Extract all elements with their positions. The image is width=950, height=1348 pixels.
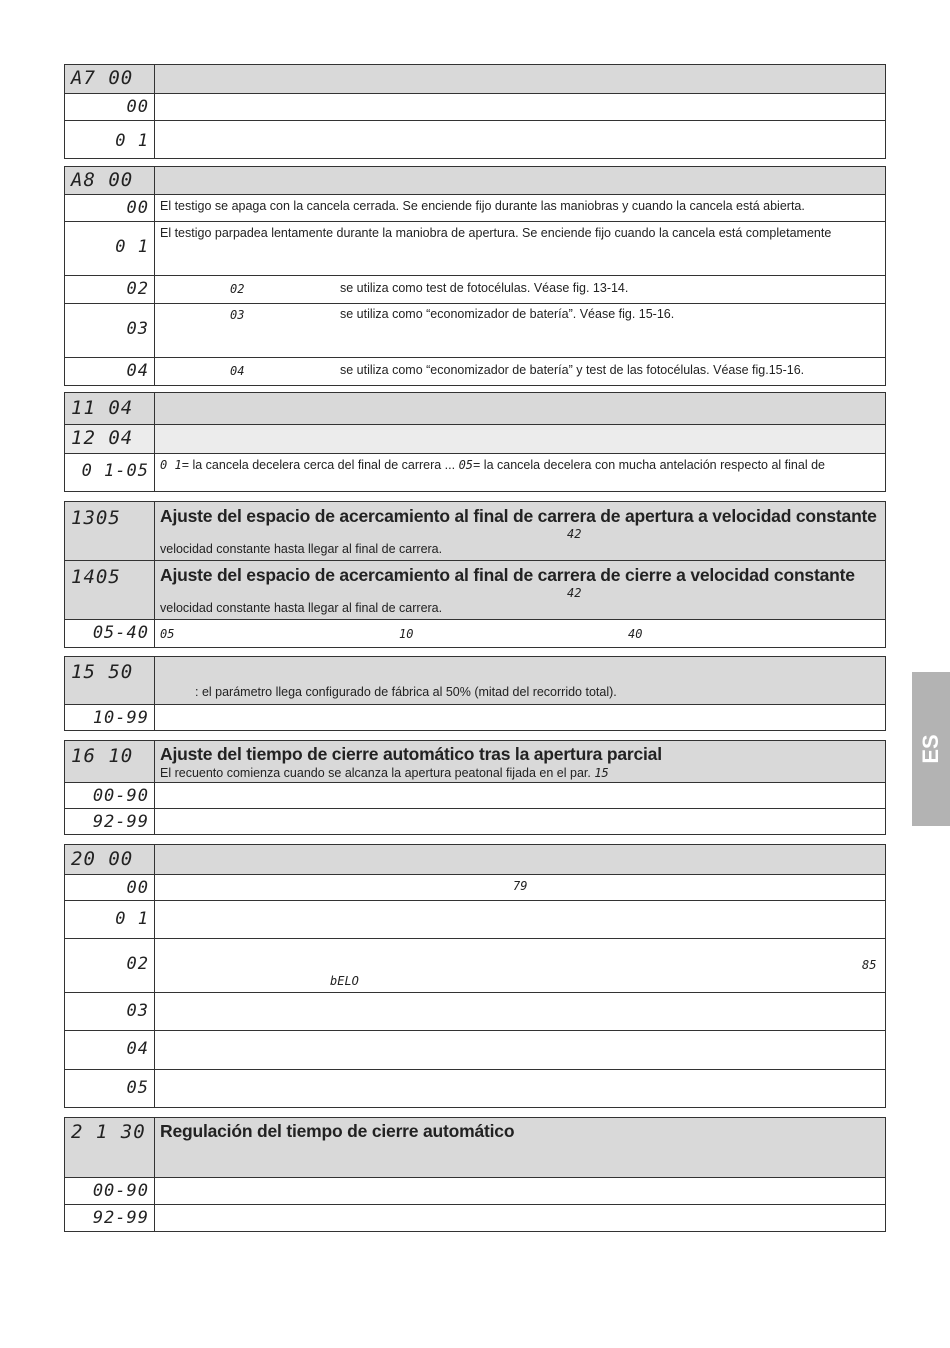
param-title: [155, 425, 886, 454]
inline-code: 0 1: [160, 458, 182, 472]
value-code: 00-90: [65, 1178, 155, 1205]
value-desc: [155, 358, 886, 386]
value-text: = la cancela decelera cerca del final de carrera ...: [181, 458, 459, 472]
param-table-a8: [64, 166, 886, 386]
value-code: 00: [65, 94, 155, 121]
param-code: 11 04: [65, 393, 155, 425]
param-title: [155, 741, 886, 783]
inline-code: 05: [160, 627, 175, 641]
language-tab-label: ES: [918, 734, 943, 764]
value-desc: [155, 939, 886, 993]
value-code: 00: [65, 875, 155, 901]
value-desc: El testigo se apaga con la cancela cerrada. Se enciende fijo durante las maniobras y cuando la cancela está abierta.: [155, 195, 886, 222]
value-code: 0 1: [65, 222, 155, 276]
value-desc: [155, 304, 886, 358]
value-text: se utiliza como “economizador de batería” y test de las fotocélulas. Véase fig.15-16.: [340, 363, 805, 377]
param-subtitle: velocidad constante hasta llegar al final de carrera.: [160, 542, 443, 556]
param-table-13-14: [64, 501, 886, 648]
value-code: 04: [65, 1031, 155, 1070]
param-table-20: [64, 844, 886, 1108]
value-code: 0 1: [65, 121, 155, 159]
inline-code: 79: [513, 879, 528, 893]
param-code: 1305: [65, 502, 155, 561]
value-code: 92-99: [65, 1205, 155, 1232]
param-table-11-12: [64, 392, 886, 492]
param-code: 20 00: [65, 845, 155, 875]
param-table-15: [64, 656, 886, 731]
value-code: 05: [65, 1070, 155, 1108]
value-text: se utiliza como “economizador de batería”. Véase fig. 15-16.: [340, 307, 675, 321]
param-title: [155, 657, 886, 705]
value-code: 03: [65, 304, 155, 358]
value-desc: [155, 875, 886, 901]
param-title: [155, 561, 886, 620]
value-text: = la cancela decelera con mucha antelación respecto al final de: [473, 458, 825, 472]
inline-code: 10: [399, 627, 414, 641]
value-code: 02: [65, 939, 155, 993]
value-desc: [155, 901, 886, 939]
param-title-text: Ajuste del tiempo de cierre automático tras la apertura parcial: [160, 744, 662, 764]
param-code: 1405: [65, 561, 155, 620]
language-tab: [912, 672, 950, 826]
param-table-21: [64, 1117, 886, 1232]
value-code: 00-90: [65, 783, 155, 809]
value-desc: El testigo parpadea lentamente durante la maniobra de apertura. Se enciende fijo cuando la cancela está completamente: [155, 222, 886, 276]
param-note: : el parámetro llega configurado de fábrica al 50% (mitad del recorrido total).: [195, 685, 617, 699]
inline-code: 03: [230, 308, 245, 322]
param-title: Regulación del tiempo de cierre automático: [155, 1118, 886, 1178]
value-desc: [155, 276, 886, 304]
inline-code: 15: [594, 766, 609, 780]
param-code: A8 00: [65, 167, 155, 195]
value-code: 03: [65, 993, 155, 1031]
value-text: se utiliza como test de fotocélulas. Véase fig. 13-14.: [340, 281, 629, 295]
value-desc: [155, 809, 886, 835]
inline-code: 40: [628, 627, 643, 641]
param-code: 12 04: [65, 425, 155, 454]
param-code: 15 50: [65, 657, 155, 705]
value-desc: [155, 1205, 886, 1232]
param-title: [155, 65, 886, 94]
param-subtitle: velocidad constante hasta llegar al final de carrera.: [160, 601, 443, 615]
inline-code: 85: [862, 958, 877, 972]
value-code: 10-99: [65, 705, 155, 731]
value-code: 0 1: [65, 901, 155, 939]
value-desc: [155, 94, 886, 121]
value-code: 0 1-05: [65, 454, 155, 492]
inline-code: 42: [567, 527, 582, 541]
value-code: 02: [65, 276, 155, 304]
inline-code: 42: [567, 586, 582, 600]
param-code: 2 1 30: [65, 1118, 155, 1178]
param-subtitle: El recuento comienza cuando se alcanza la apertura peatonal fijada en el par.: [160, 766, 595, 780]
value-desc: [155, 620, 886, 648]
param-title: [155, 845, 886, 875]
param-code: 16 10: [65, 741, 155, 783]
value-desc: [155, 454, 886, 492]
param-table-a7: [64, 64, 886, 159]
param-code: A7 00: [65, 65, 155, 94]
value-desc: [155, 1070, 886, 1108]
value-desc: [155, 1031, 886, 1070]
value-desc: [155, 783, 886, 809]
inline-code: 04: [230, 364, 245, 378]
inline-code: 05: [458, 458, 474, 472]
param-table-16: [64, 740, 886, 835]
value-code: 04: [65, 358, 155, 386]
param-title: [155, 502, 886, 561]
value-desc: [155, 121, 886, 159]
value-code: 00: [65, 195, 155, 222]
param-title: [155, 393, 886, 425]
value-desc: [155, 993, 886, 1031]
param-title-text: Ajuste del espacio de acercamiento al final de carrera de cierre a velocidad constante: [160, 565, 855, 585]
inline-code: bELO: [330, 974, 359, 988]
value-code: 05-40: [65, 620, 155, 648]
param-title: [155, 167, 886, 195]
param-title-text: Ajuste del espacio de acercamiento al final de carrera de apertura a velocidad constante: [160, 506, 877, 526]
value-desc: [155, 1178, 886, 1205]
inline-code: 02: [230, 282, 245, 296]
value-desc: [155, 705, 886, 731]
value-code: 92-99: [65, 809, 155, 835]
